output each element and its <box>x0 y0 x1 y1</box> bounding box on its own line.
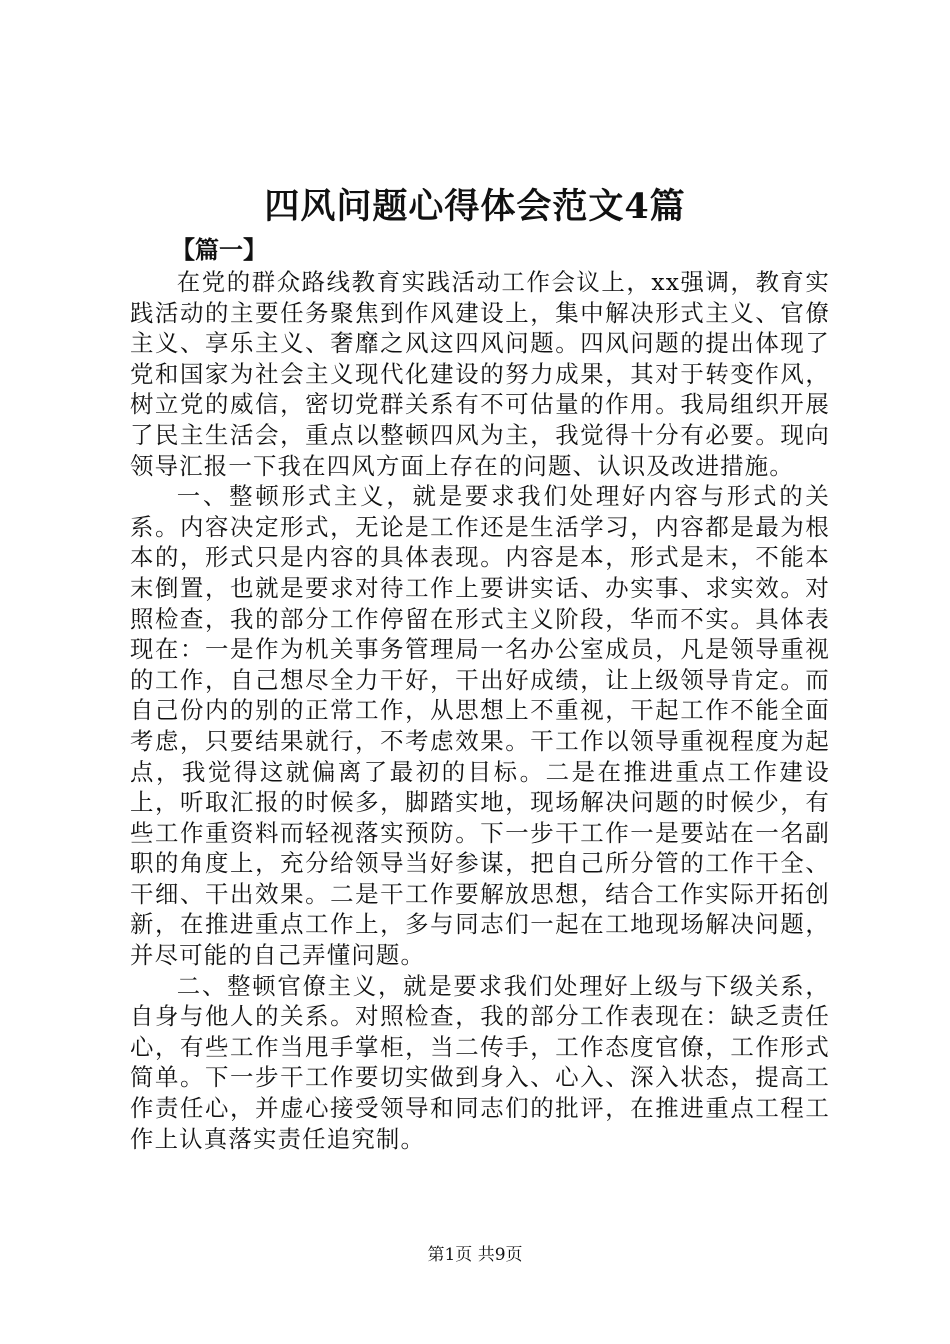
document-body <box>130 232 830 1154</box>
section-label: 【篇一】 <box>171 235 267 264</box>
paragraph-intro: 在党的群众路线教育实践活动工作会议上，xx强调，教育实践活动的主要任务聚焦到作风建设上，集中解决形式主义、官僚主义、享乐主义、奢靡之风这四风问题。四风问题的提出体现了党和国家为社会主义现代化建设的努力成果，其对于转变作风，树立党的威信，密切党群关系有不可估量的作用。我局组织开展了民主生活会，重点以整顿四风为主，我觉得十分有必要。现向领导汇报一下我在四风方面上存在的问题、认识及改进措施。 <box>130 268 830 480</box>
document-title: 四风问题心得体会范文4篇 <box>264 186 686 227</box>
paragraph-bureaucracy: 二、整顿官僚主义，就是要求我们处理好上级与下级关系，自身与他人的关系。对照检查，我的部分工作表现在：缺乏责任心，有些工作当甩手掌柜，当二传手，工作态度官僚，工作形式简单。下一步干工作要切实做到身入、心入、深入状态，提高工作责任心，并虚心接受领导和同志们的批评，在推进重点工程工作上认真落实责任追究制。 <box>130 971 830 1153</box>
paragraph-formalism: 一、整顿形式主义，就是要求我们处理好内容与形式的关系。内容决定形式，无论是工作还是生活学习，内容都是最为根本的，形式只是内容的具体表现。内容是本，形式是末，不能本末倒置，也就是要求对待工作上要讲实话、办实事、求实效。对照检查，我的部分工作停留在形式主义阶段，华而不实。具体表现在：一是作为机关事务管理局一名办公室成员，凡是领导重视的工作，自己想尽全力干好，干出好成绩，让上级领导肯定。而自己份内的别的正常工作，从思想上不重视，干起工作不能全面考虑，只要结果就行，不考虑效果。干工作以领导重视程度为起点，我觉得这就偏离了最初的目标。二是在推进重点工作建设上，听取汇报的时候多，脚踏实地，现场解决问题的时候少，有些工作重资料而轻视落实预防。下一步干工作一是要站在一名副职的角度上，充分给领导当好参谋，把自己所分管的工作干全、干细、干出效果。二是干工作要解放思想，结合工作实际开拓创新，在推进重点工作上，多与同志们一起在工地现场解决问题，并尽可能的自己弄懂问题。 <box>130 482 830 970</box>
page-footer: 第1页 共9页 <box>427 1245 523 1265</box>
